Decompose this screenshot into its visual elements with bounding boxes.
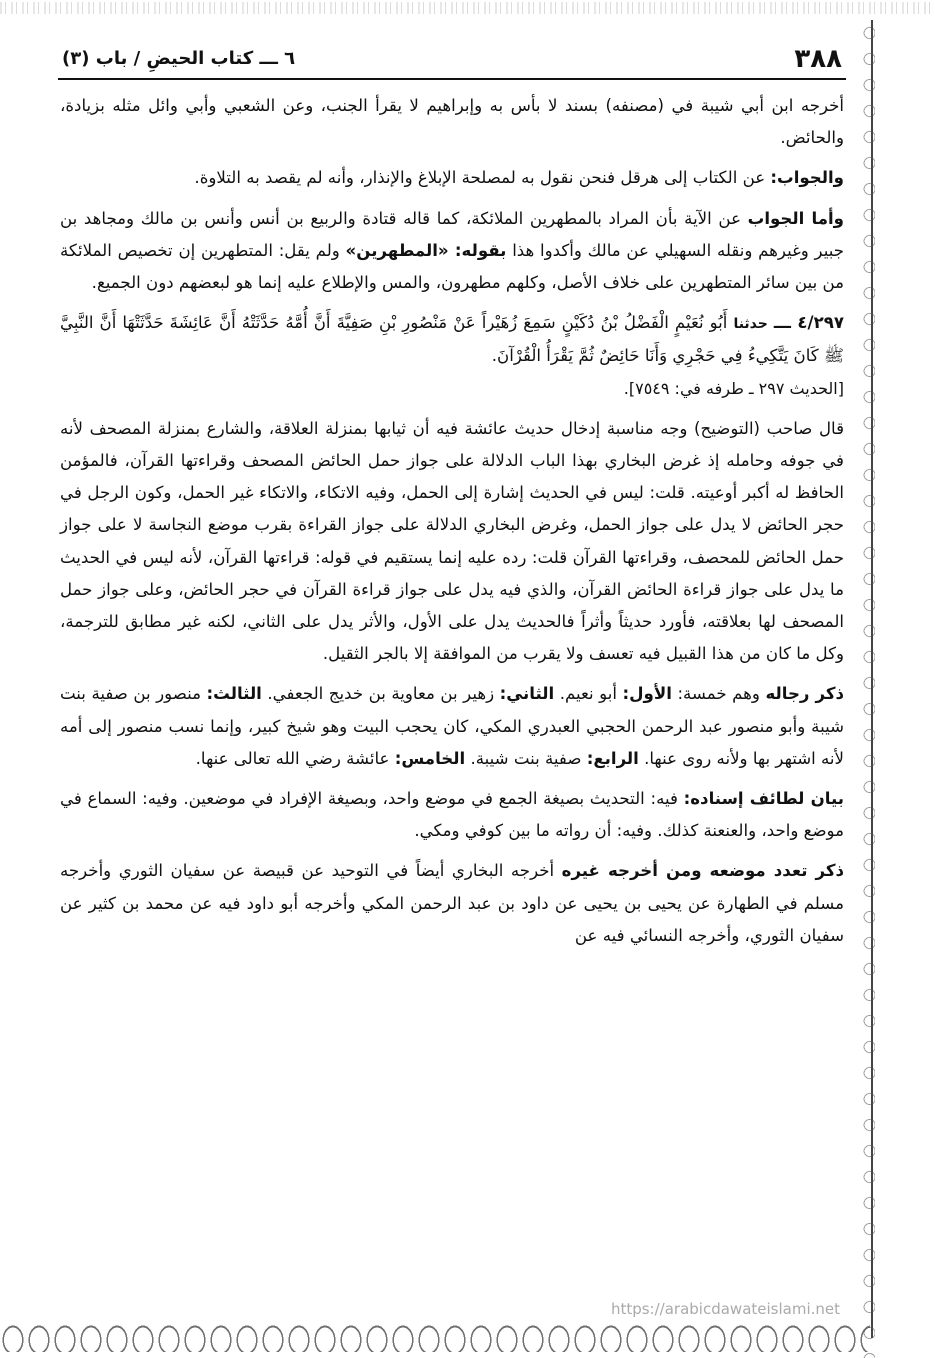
hadith-reference [60,373,844,405]
paragraph-text: عن الآية بأن المراد بالمطهرين الملائكة، كما قاله قتادة والربيع بن أنس وأنس بن مالك ومجاهد بن جبير وغيرهم ونقله السهيلي عن مالك وأكدوا هذا [60,208,844,260]
paragraph-4 [60,413,844,671]
source-watermark: https://arabicdawateislami.net [610,1300,840,1318]
paragraph-6 [60,783,844,847]
hadith-number: ٤/٢٩٧ ـــ [773,313,844,333]
ornamental-bottom-border [0,1322,870,1358]
hadith-reference-text: [الحديث ٢٩٧ ـ طرفه في: ٧٥٤٩]. [623,378,844,398]
paragraph-lead: بيان لطائف إسناده: [683,789,845,809]
hadith-block [60,307,844,372]
paragraph-text: ولم يقل: المتطهرين إن تخصيص الملائكة من بين سائر المتطهرين على خلاف الأصل، وكلهم مطهرون، والمس والإطلاع عليه إنما هو لبعضهم دون الجميع. [60,240,844,293]
paragraph-text: صفية بنت شيبة. [465,748,587,768]
hadith-opening: حدثنا [733,316,768,333]
ornamental-side-border [857,20,935,1358]
label-third: الثالث: [206,684,262,704]
page-header [58,40,846,80]
paragraph-lead: والجواب: [770,168,844,188]
paragraph-2 [60,162,844,194]
label-fifth: الخامس: [394,748,466,768]
paragraph-text: زهير بن معاوية بن خديج الجعفي. [261,684,500,704]
scan-noise [0,2,935,14]
paragraph-7 [60,855,844,952]
label-fourth: الرابع: [586,748,639,768]
paragraph-3 [60,203,844,300]
paragraph-lead: وأما الجواب [747,208,844,228]
paragraph-text: منصور بن صفية بنت شيبة وأبو منصور عبد الرحمن الحجبي العبدري المكي، كان يحجب البيت وهو شيخ كبير، وإنما نسب منصور إلى أمه لأنه اشتهر بها ولأنه روى عنها. [60,684,844,768]
quoted-word: بقوله: «المطهرين» [345,240,507,260]
paragraph-text: أخرجه ابن أبي شيبة في (مصنفه) بسند لا بأس به وإبراهيم لا يقرأ الجنب، وعن الشعبي وأبي وائل مثله بزيادة، والحائض. [60,96,844,148]
label-second: الثاني: [499,684,555,704]
paragraph-text: عائشة رضي الله تعالى عنها. [195,748,395,768]
paragraph-lead: ذكر رجاله [765,684,844,704]
paragraph-text: عن الكتاب إلى هرقل فنحن نقول به لمصلحة الإبلاغ والإنذار، وأنه لم يقصد به التلاوة. [194,168,771,188]
page-number: ٣٨٨ [794,44,842,74]
paragraph-text: أخرجه البخاري أيضاً في التوحيد عن قبيصة عن سفيان الثوري وأخرجه مسلم في الطهارة عن يحيى بن يحيى عن داود بن عبد الرحمن المكي وأخرجه أبو داود فيه عن محمد بن كثير عن سفيان الثوري، وأخرجه النسائي فيه عن [60,861,844,945]
paragraph-text: أبو نعيم. [554,684,623,704]
page-body [60,90,844,952]
paragraph-5 [60,678,844,775]
paragraph-text: وهم خمسة: [671,684,766,704]
paragraph-text: قال صاحب (التوضيح) وجه مناسبة إدخال حديث عائشة فيه أن ثيابها بمنزلة العلاقة، والشارع بمنزلة المصحف لأنه في جوفه وحامله إذ غرض البخاري بهذا الباب الدلالة على جواز حمل الحائض المصحف وقراءتها القرآن، فالمؤمن الحافظ له أكبر أوعيته. قلت: ليس في الحديث إشارة إلى الحمل، وفيه الاتكاء، والاتكاء غير الحمل، وكون الرجل في حجر الحائض لا يدل على جواز الحمل، وغرض البخاري الدلالة على جواز القراءة بقرب موضع النجاسة لا على جواز حمل الحائض للمحصف، وقراءتها القرآن قلت: رده عليه إنما يستقيم في قوله: قراءتها القرآن، لأنه ليس في الحديث ما يدل على جواز قراءة الحائض القرآن، والذي فيه يدل على جواز قراءة القرآن في حجر الحائض، وعلى جواز حمل المصحف لها بعلاقته، فأورد حديثاً وأثراً فالحديث يدل على الأول، والأثر يدل على الثاني، لكنه غير مطابق للترجمة، وكل ما كان من هذا القبيل فيه تعسف ولا يقرب من الموافقة إلا بالجر الثقيل. [60,418,844,664]
paragraph-lead: ذكر تعدد موضعه ومن أخرجه غيره [561,861,845,881]
running-title: ٦ ـــ كتاب الحيضِ / باب (٣) [62,48,296,69]
label-first: الأول: [622,684,672,704]
paragraph-1 [60,90,844,154]
paragraph-text: فيه: التحديث بصيغة الجمع في موضع واحد، وبصيغة الإفراد في موضعين. وفيه: السماع في موضع واحد، والعنعنة كذلك. وفيه: أن رواته ما بين كوفي ومكي. [60,789,844,841]
hadith-text: أَبُو نُعَيْمٍ الْفَضْلُ بْنُ دُكَيْنٍ سَمِعَ زُهَيْراً عَنْ مَنْصُورِ بْنِ صَفِيَّةَ أَنَّ أُمَّهُ حَدَّثَتْهُ أَنَّ عَائِشَةَ حَدَّثَتْهَا أَنَّ النَّبِيَّ ﷺ كَانَ يَتَّكِيءُ فِي حَجْرِي وَأَنَا حَائِضٌ ثُمَّ يَقْرَأُ الْقُرْآنَ. [60,313,844,366]
